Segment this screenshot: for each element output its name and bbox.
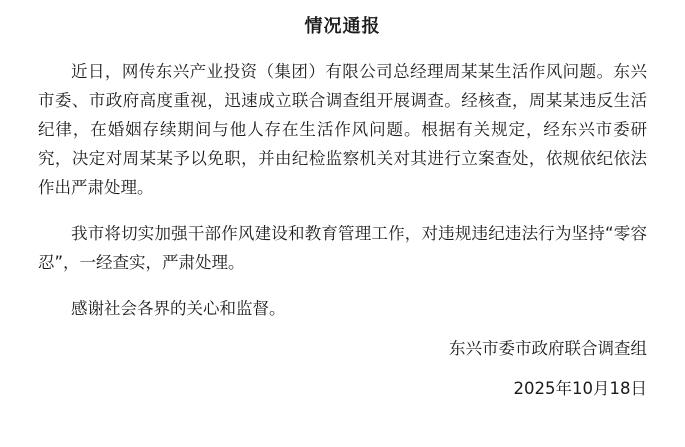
paragraph-thanks: 感谢社会各界的关心和监督。	[71, 299, 286, 318]
document-title: 情况通报	[304, 16, 381, 37]
signature-organization: 东兴市委市政府联合调查组	[449, 339, 647, 358]
signature-block	[449, 334, 647, 404]
signature-date: 2025年10月18日	[513, 379, 647, 398]
paragraph-commitment: 我市将切实加强干部作风建设和教育管理工作，对违规违纪违法行为坚持“零容忍”，一经查实，严肃处理。	[38, 224, 647, 272]
paragraph-investigation: 近日，网传东兴产业投资（集团）有限公司总经理周某某生活作风问题。东兴市委、市政府高度重视，迅速成立联合调查组开展调查。经核查，周某某违反生活纪律，在婚姻存续期间与他人存在生活作风问题。根据有关规定，经东兴市委研究，决定对周某某予以免职，并由纪检监察机关对其进行立案查处，依规依纪依法作出严肃处理。	[38, 62, 647, 197]
